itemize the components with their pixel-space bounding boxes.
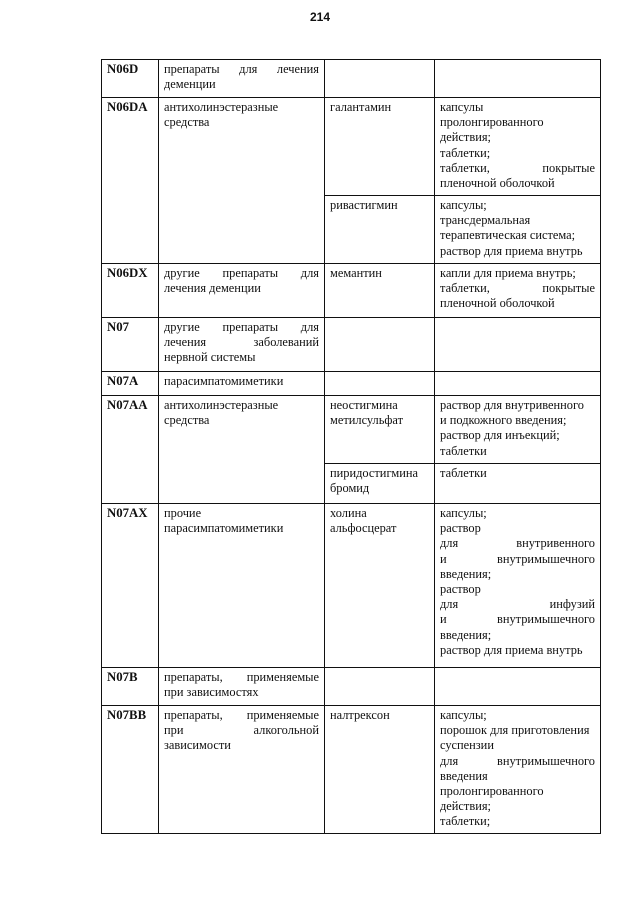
table-row-n07aa — [102, 396, 601, 464]
table-row-n06da — [102, 98, 601, 196]
dosage-forms: капли для приема внутрь; таблетки, покрытые пленочной оболочкой — [435, 264, 601, 318]
forms-cell-empty — [435, 318, 601, 372]
drug-cell-empty — [325, 372, 435, 396]
drug-name: неостигмина метилсульфат — [325, 396, 435, 464]
group-name: препараты, применяемые при зависимостях — [159, 668, 325, 706]
forms-cell-empty — [435, 372, 601, 396]
group-name: другие препараты для лечения заболеваний нервной системы — [159, 318, 325, 372]
page-number: 214 — [309, 10, 331, 24]
forms-cell-empty — [435, 60, 601, 98]
group-name: препараты для лечения деменции — [159, 60, 325, 98]
table-row-n07 — [102, 318, 601, 372]
drug-name: холина альфосцерат — [325, 504, 435, 668]
drug-cell-empty — [325, 318, 435, 372]
drug-cell-empty — [325, 668, 435, 706]
table-row-n07b — [102, 668, 601, 706]
drug-name: ривастигмин — [325, 196, 435, 264]
dosage-forms: капсулы пролонгированного действия; таблетки; таблетки, покрытые пленочной оболочкой — [435, 98, 601, 196]
dosage-forms: капсулы; трансдермальная терапевтическая система; раствор для приема внутрь — [435, 196, 601, 264]
group-name: прочие парасимпатомиметики — [159, 504, 325, 668]
atc-code: N06DX — [102, 264, 159, 318]
drug-name: налтрексон — [325, 706, 435, 834]
atc-code: N06D — [102, 60, 159, 98]
atc-code: N07B — [102, 668, 159, 706]
atc-code: N07 — [102, 318, 159, 372]
atc-code: N07AA — [102, 396, 159, 504]
table-row-n06d — [102, 60, 601, 98]
table-row-n07bb — [102, 706, 601, 834]
drug-name: мемантин — [325, 264, 435, 318]
atc-code: N06DA — [102, 98, 159, 264]
table-row-n06dx — [102, 264, 601, 318]
dosage-forms: раствор для внутривенного и подкожного введения; раствор для инъекций; таблетки — [435, 396, 601, 464]
dosage-forms: капсулы; раствор для внутривенного и внутримышечного введения; раствор для инфузий и внутримышечного введения; раствор для приема внутрь — [435, 504, 601, 668]
atc-code: N07AX — [102, 504, 159, 668]
dosage-forms: таблетки — [435, 464, 601, 504]
group-name: антихолинэстеразные средства — [159, 396, 325, 504]
drug-cell-empty — [325, 60, 435, 98]
atc-drug-table — [101, 59, 601, 834]
group-name: антихолинэстеразные средства — [159, 98, 325, 264]
atc-code: N07A — [102, 372, 159, 396]
group-name: другие препараты для лечения деменции — [159, 264, 325, 318]
group-name: парасимпатомиметики — [159, 372, 325, 396]
group-name: препараты, применяемые при алкогольной зависимости — [159, 706, 325, 834]
dosage-forms: капсулы; порошок для приготовления суспензии для внутримышечного введения пролонгированного действия; таблетки; — [435, 706, 601, 834]
drug-name: пиридостигмина бромид — [325, 464, 435, 504]
drug-name: галантамин — [325, 98, 435, 196]
table-row-n07ax — [102, 504, 601, 668]
forms-cell-empty — [435, 668, 601, 706]
table-row-n07a — [102, 372, 601, 396]
atc-code: N07BB — [102, 706, 159, 834]
